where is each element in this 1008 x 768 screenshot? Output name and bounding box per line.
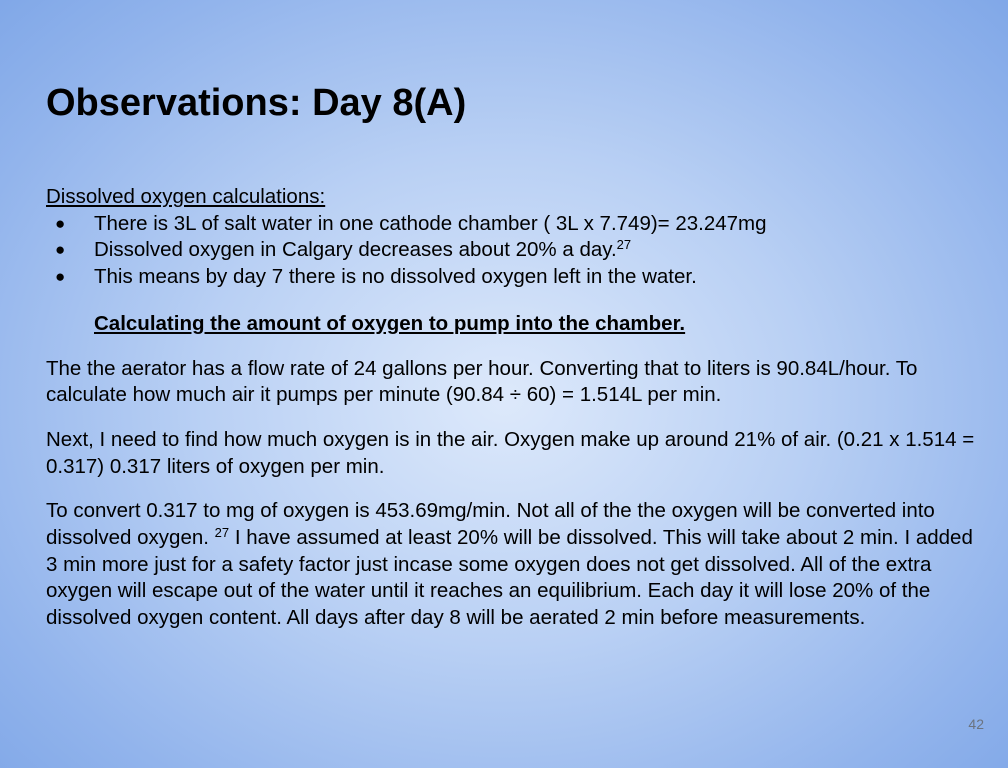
page-number: 42: [968, 716, 984, 732]
bullet-list: [46, 211, 976, 291]
citation-superscript: 27: [214, 525, 230, 541]
bullet-dot-icon: ●: [55, 240, 66, 260]
bullet-item: [46, 264, 976, 291]
paragraph-text: To convert 0.317 to mg of oxygen is 453.69mg/min. Not all of the the oxygen will be converted into dissolved oxygen.: [46, 499, 935, 550]
section-heading: Dissolved oxygen calculations:: [46, 185, 326, 208]
paragraph-conversion: [46, 498, 976, 632]
slide-title: Observations: Day 8(A): [46, 82, 467, 124]
subheading: Calculating the amount of oxygen to pump into the chamber.: [94, 311, 686, 335]
slide-body: [46, 184, 976, 632]
bullet-item: [46, 211, 976, 238]
bullet-dot-icon: ●: [55, 267, 66, 287]
paragraph-oxygen-in-air: Next, I need to find how much oxygen is in the air. Oxygen make up around 21% of air. (0.21 x 1.514 = 0.317) 0.317 liters of oxygen per min.: [46, 427, 975, 478]
citation-superscript: 27: [616, 237, 632, 253]
bullet-dot-icon: ●: [55, 213, 66, 233]
paragraph-flow-rate: The the aerator has a flow rate of 24 gallons per hour. Converting that to liters is 90.84L/hour. To calculate how much air it pumps per minute (90.84 ÷ 60) = 1.514L per min.: [46, 356, 918, 407]
bullet-text: There is 3L of salt water in one cathode chamber ( 3L x 7.749)= 23.247mg: [94, 211, 767, 235]
bullet-text: This means by day 7 there is no dissolved oxygen left in the water.: [94, 265, 697, 289]
bullet-item: [46, 237, 976, 264]
paragraph-text: I have assumed at least 20% will be dissolved. This will take about 2 min. I added 3 min more just for a safety factor just incase some oxygen does not get dissolved. All of the extra oxygen will escape out of the water until it reaches an equilibrium. Each day it will lose 20% of the dissolved oxygen content. All days after day 8 will be aerated 2 min before measurements.: [46, 526, 973, 630]
bullet-text: Dissolved oxygen in Calgary decreases about 20% a day.: [94, 238, 617, 262]
